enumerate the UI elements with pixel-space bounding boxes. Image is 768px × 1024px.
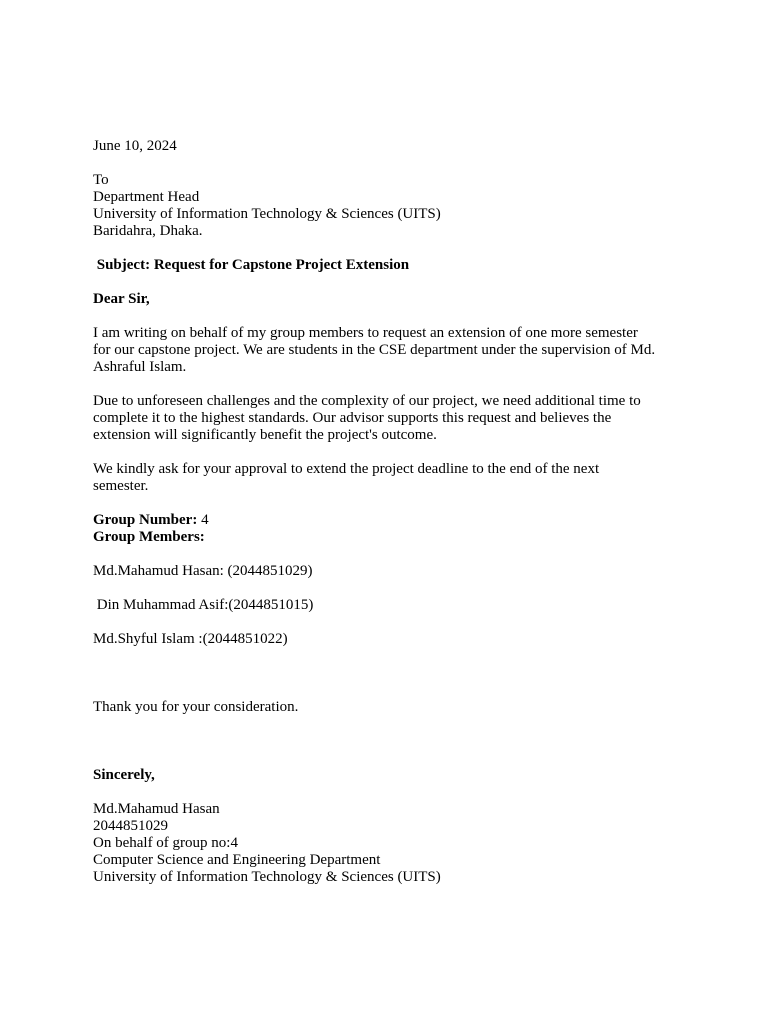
group-number-value: 4	[197, 512, 209, 528]
group-info	[93, 512, 713, 546]
group-member: Md.Shyful Islam :(2044851022)	[93, 631, 288, 647]
paragraph-line: semester.	[93, 478, 149, 494]
paragraph-line: for our capstone project. We are students in the CSE department under the supervision of Md.	[93, 342, 656, 358]
signature-block	[93, 801, 713, 886]
paragraph-line: extension will significantly benefit the project's outcome.	[93, 427, 437, 443]
recipient-to: To	[93, 172, 109, 188]
body-paragraph-3	[93, 461, 713, 495]
group-members-list	[93, 563, 713, 648]
signature-name: Md.Mahamud Hasan	[93, 801, 220, 817]
body-paragraph-2	[93, 393, 713, 444]
paragraph-line: Due to unforeseen challenges and the complexity of our project, we need additional time to	[93, 393, 641, 409]
paragraph-line: Ashraful Islam.	[93, 359, 187, 375]
signature-behalf: On behalf of group no:4	[93, 835, 238, 851]
signature-department: Computer Science and Engineering Department	[93, 852, 381, 868]
body-paragraph-1	[93, 325, 713, 376]
paragraph-line: I am writing on behalf of my group members to request an extension of one more semester	[93, 325, 638, 341]
closing: Sincerely,	[93, 767, 155, 783]
letter-page	[93, 138, 713, 886]
group-member: Din Muhammad Asif:(2044851015)	[93, 597, 314, 613]
group-number-label: Group Number:	[93, 512, 198, 528]
group-member: Md.Mahamud Hasan: (2044851029)	[93, 563, 313, 579]
salutation: Dear Sir,	[93, 291, 150, 307]
recipient-institution: University of Information Technology & Sciences (UITS)	[93, 206, 441, 222]
recipient-address: Baridahra, Dhaka.	[93, 223, 203, 239]
recipient-block	[93, 172, 713, 240]
thanks-line: Thank you for your consideration.	[93, 699, 299, 715]
letter-date: June 10, 2024	[93, 138, 177, 154]
letter-subject: Subject: Request for Capstone Project Extension	[93, 257, 410, 273]
signature-id: 2044851029	[93, 818, 168, 834]
group-members-label: Group Members:	[93, 529, 205, 545]
paragraph-line: complete it to the highest standards. Our advisor supports this request and believes the	[93, 410, 612, 426]
recipient-title: Department Head	[93, 189, 200, 205]
group-number-line	[93, 512, 713, 529]
signature-institution: University of Information Technology & Sciences (UITS)	[93, 869, 441, 885]
paragraph-line: We kindly ask for your approval to extend the project deadline to the end of the next	[93, 461, 600, 477]
